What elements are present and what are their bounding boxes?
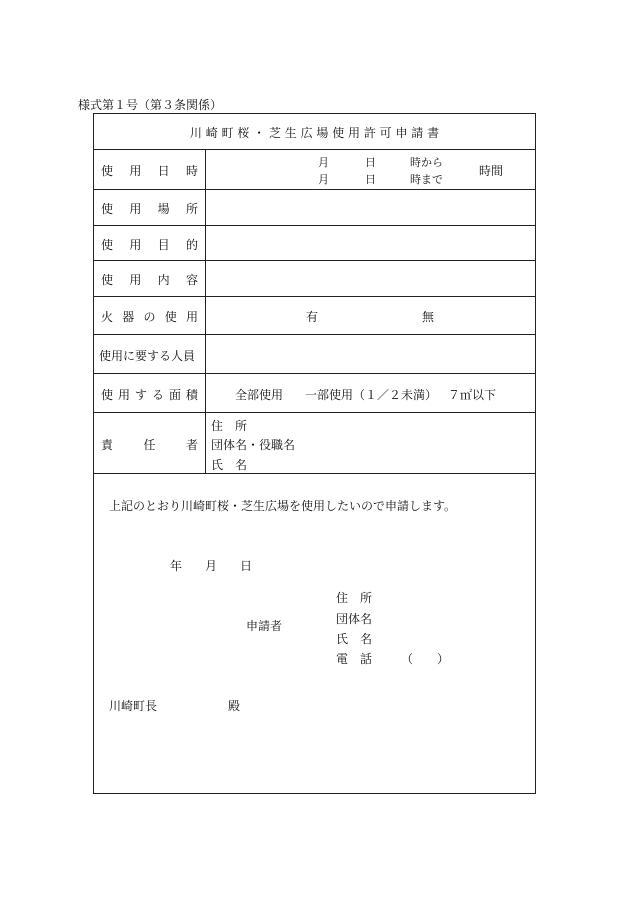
label-responsible-person: 責 任 者 [101, 438, 198, 452]
date-day-2: 日 [365, 173, 376, 186]
responsible-name-label: 氏 名 [211, 458, 248, 472]
label-usage-datetime: 使 用 日 時 [101, 164, 198, 178]
fire-no-option[interactable]: 無 [422, 310, 435, 324]
applicant-phone-label: 電 話 [336, 652, 373, 666]
date-day-1: 日 [365, 156, 376, 169]
applicant-phone-parentheses: （ ） [401, 652, 450, 666]
date-hours: 時間 [479, 164, 504, 178]
responsible-address-label: 住 所 [211, 419, 248, 433]
form-number: 様式第１号（第３条関係） [78, 98, 223, 112]
date-month: 月 [205, 559, 218, 573]
label-usage-place: 使 用 場 所 [101, 202, 198, 216]
usage-purpose-field[interactable] [206, 226, 535, 259]
label-usage-area: 使 用 す る 面 積 [101, 388, 198, 402]
usage-content-field[interactable] [206, 261, 535, 295]
applicant-label: 申請者 [246, 619, 283, 633]
label-usage-purpose: 使 用 目 的 [101, 238, 198, 252]
date-year: 年 [170, 559, 183, 573]
addressee-honorific: 殿 [228, 699, 241, 713]
label-required-people: 使用に要する人員 [99, 349, 196, 363]
date-month-2: 月 [318, 173, 329, 186]
application-statement: 上記のとおり川崎町桜・芝生広場を使用したいので申請します。 [109, 499, 457, 513]
responsible-org-label: 団体名・役職名 [211, 438, 296, 452]
applicant-address-label: 住 所 [336, 591, 373, 605]
form-title: 川 崎 町 桜 ・ 芝 生 広 場 使 用 許 可 申 請 書 [189, 126, 440, 140]
addressee-mayor: 川崎町長 [109, 699, 158, 713]
area-partial-option[interactable]: 一部使用（１／２未満） [305, 388, 438, 402]
label-usage-content: 使 用 内 容 [101, 273, 198, 287]
date-from: 時から [410, 156, 443, 169]
date-until: 時まで [410, 173, 443, 186]
fire-yes-option[interactable]: 有 [306, 310, 319, 324]
area-full-option[interactable]: 全部使用 [235, 388, 284, 402]
label-fire-use: 火 器 の 使 用 [101, 310, 198, 324]
required-people-field[interactable] [206, 335, 535, 372]
applicant-name-label: 氏 名 [336, 632, 373, 646]
area-size-option[interactable]: ７㎡以下 [448, 388, 497, 402]
applicant-org-label: 団体名 [336, 612, 373, 626]
usage-place-field[interactable] [206, 190, 535, 224]
date-month-1: 月 [318, 156, 329, 169]
date-day: 日 [240, 559, 253, 573]
